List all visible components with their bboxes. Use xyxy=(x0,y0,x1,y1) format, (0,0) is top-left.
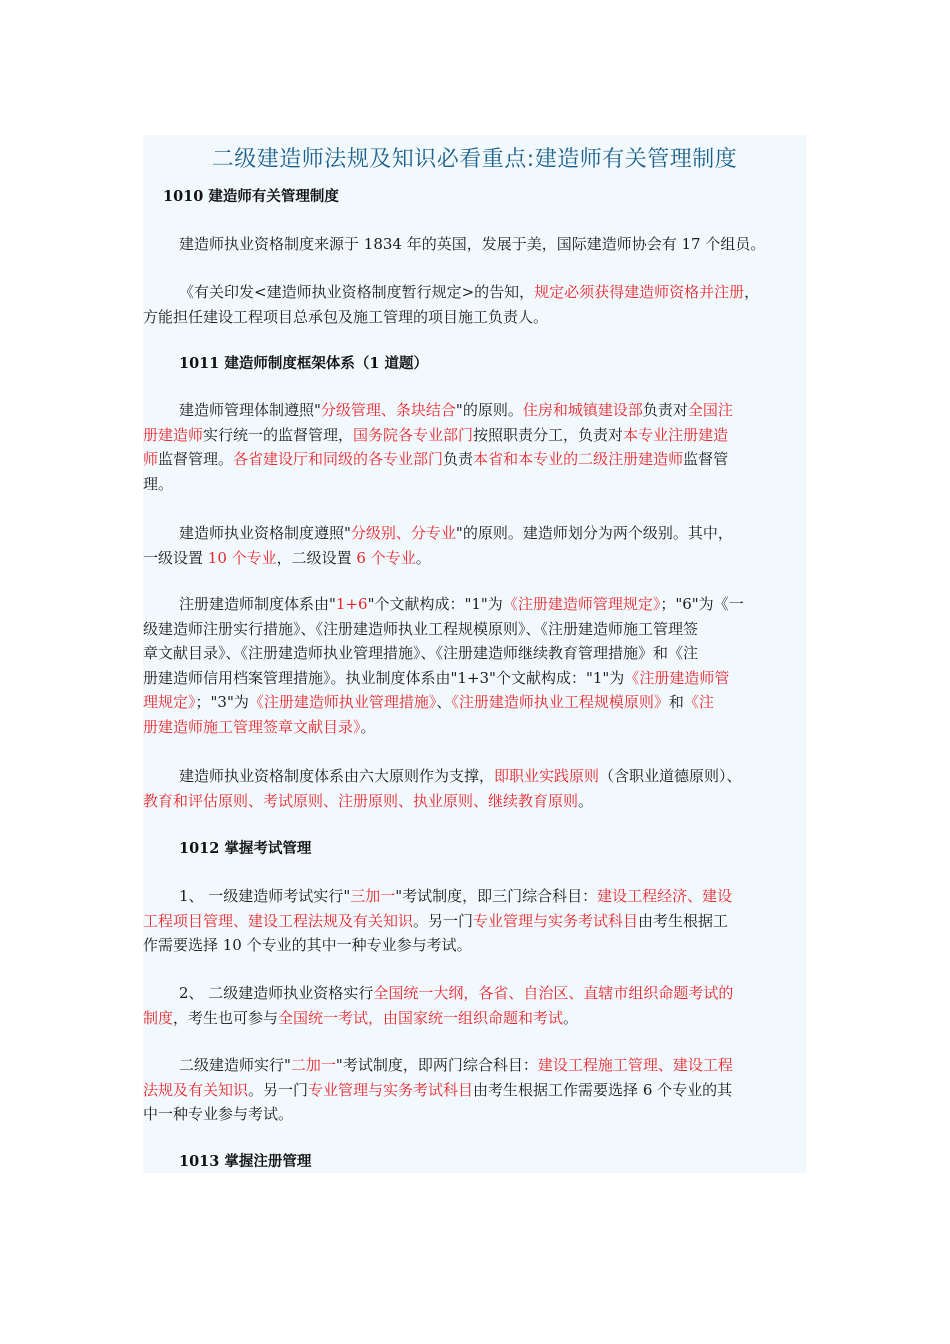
paragraph xyxy=(143,398,806,496)
text-line xyxy=(143,1053,806,1078)
text-line xyxy=(143,764,806,789)
body-text: 实行统一的监督管理， xyxy=(203,425,354,444)
body-text: 和 xyxy=(668,693,684,711)
paragraph xyxy=(143,521,806,570)
text-line xyxy=(143,715,806,740)
body-text: "个文献构成："1"为 xyxy=(367,595,503,613)
body-text: 方能担任建设工程项目总承包及施工管理的项目施工负责人。 xyxy=(143,307,549,326)
highlighted-text: 法规及有关知识 xyxy=(143,1080,249,1099)
paragraph xyxy=(143,232,806,257)
paragraph xyxy=(143,884,806,958)
text-line xyxy=(143,789,806,814)
body-text: 。 xyxy=(415,548,431,567)
paragraph xyxy=(143,1053,806,1127)
text-line xyxy=(143,546,806,571)
highlighted-text: 《注册建造师执业工程规模原则》 xyxy=(451,693,669,711)
body-text: 2、 二级建造师执业资格实行 xyxy=(179,984,374,1002)
highlighted-text: 《注册建造师管 xyxy=(624,668,730,687)
section-heading-1012: 1012 掌握考试管理 xyxy=(179,840,312,857)
body-text: 按照职责分工，负责对 xyxy=(473,425,624,444)
highlighted-text: 专业管理与实务考试科目 xyxy=(473,911,639,930)
body-text: 中一种专业参与考试。 xyxy=(143,1105,294,1123)
body-text: 。 xyxy=(563,1008,579,1027)
text-line xyxy=(143,641,806,666)
body-text: 。另一门 xyxy=(413,911,474,930)
text-line xyxy=(143,1078,806,1103)
highlighted-text: 分级管理、条块结合 xyxy=(320,401,456,419)
highlighted-text: 《注册建造师执业管理措施》 xyxy=(248,693,437,711)
body-text: 。 xyxy=(578,791,594,810)
highlighted-text: 即职业实践原则 xyxy=(494,767,600,785)
body-text: ， xyxy=(744,283,760,301)
text-line xyxy=(143,981,806,1006)
highlighted-text: 各省建设厅和同级的各专业部门 xyxy=(233,450,444,468)
text-line xyxy=(143,472,806,497)
text-line xyxy=(143,884,806,909)
body-text: ；"3"为 xyxy=(195,693,249,711)
highlighted-text: 本专业注册建造 xyxy=(623,425,729,444)
highlighted-text: 全国统一大纲，各省、自治区、直辖市组织命题考试的 xyxy=(373,984,734,1002)
body-text: 由考生根据工 xyxy=(638,911,729,930)
text-line xyxy=(143,521,806,546)
highlighted-text: 10 个专业 xyxy=(207,548,277,567)
body-text: ，二级设置 xyxy=(276,548,357,567)
text-line xyxy=(143,666,806,691)
body-text: "考试制度，即三门综合科目： xyxy=(395,887,598,905)
highlighted-text: 规定必须获得建造师资格并注册 xyxy=(534,283,745,301)
body-text: （含职业道德原则）、 xyxy=(599,767,742,785)
paragraph xyxy=(143,764,806,813)
section-heading-1013: 1013 掌握注册管理 xyxy=(179,1153,312,1170)
text-line xyxy=(143,592,806,617)
body-text: 注册建造师制度体系由" xyxy=(179,595,336,613)
body-text: 章文献目录》、《注册建造师执业管理措施》、《注册建造师继续教育管理措施》和《注 xyxy=(143,644,699,662)
highlighted-text: 三加一 xyxy=(350,887,396,905)
paragraph xyxy=(143,280,806,329)
body-text: "考试制度，即两门综合科目： xyxy=(335,1056,538,1074)
paragraph xyxy=(143,981,806,1030)
page-title: 二级建造师法规及知识必看重点:建造师有关管理制度 xyxy=(211,147,738,172)
highlighted-text: 建设工程经济、建设 xyxy=(597,887,733,905)
body-text: 一级设置 xyxy=(143,548,208,567)
highlighted-text: 师 xyxy=(143,450,159,468)
highlighted-text: 二加一 xyxy=(290,1056,336,1074)
body-text: 、 xyxy=(436,693,452,711)
text-line xyxy=(143,617,806,642)
text-line xyxy=(143,305,806,330)
body-text: 负责对 xyxy=(642,401,688,419)
body-text: 。 xyxy=(360,717,376,736)
highlighted-text: 理规定》 xyxy=(143,693,196,711)
highlighted-text: 住房和城镇建设部 xyxy=(522,401,643,419)
body-text: "的原则。建造师划分为两个级别。其中， xyxy=(455,524,733,542)
text-line xyxy=(143,398,806,423)
body-text: 册建造师信用档案管理措施》。执业制度体系由"1+3"个文献构成："1"为 xyxy=(143,668,625,687)
article-panel xyxy=(143,135,806,1173)
highlighted-text: 专业管理与实务考试科目 xyxy=(308,1080,474,1099)
highlighted-text: 建设工程施工管理、建设工程 xyxy=(537,1056,733,1074)
body-text: 建造师执业资格制度体系由六大原则作为支撑， xyxy=(179,767,495,785)
highlighted-text: 册建造师 xyxy=(143,425,204,444)
highlighted-text: 工程项目管理、建设工程法规及有关知识 xyxy=(143,911,414,930)
body-text: ，考生也可参与 xyxy=(173,1008,279,1027)
body-text: 由考生根据工作需要选择 6 个专业的其 xyxy=(473,1080,733,1099)
text-line xyxy=(143,933,806,958)
highlighted-text: 制度 xyxy=(143,1008,174,1027)
body-text: 建造师执业资格制度遵照" xyxy=(179,524,351,542)
highlighted-text: 《注册建造师管理规定》 xyxy=(502,595,661,613)
body-text: 作需要选择 10 个专业的其中一种专业参与考试。 xyxy=(143,936,472,954)
text-line xyxy=(143,423,806,448)
body-text: 级建造师注册实行措施》、《注册建造师执业工程规模原则》、《注册建造师施工管理签 xyxy=(143,619,699,638)
body-text: 1、 一级建造师考试实行" xyxy=(179,887,351,905)
highlighted-text: 全国统一考试，由国家统一组织命题和考试 xyxy=(278,1008,564,1027)
highlighted-text: 国务院各专业部门 xyxy=(353,425,474,444)
section-heading-1010: 1010 建造师有关管理制度 xyxy=(163,188,339,205)
highlighted-text: 册建造师施工管理签章文献目录》 xyxy=(143,717,361,736)
body-text: 建造师执业资格制度来源于 1834 年的英国，发展于美，国际建造师协会有 17 个组员。 xyxy=(179,235,766,253)
body-text: 理。 xyxy=(143,474,174,493)
text-line xyxy=(143,232,806,257)
text-line xyxy=(143,280,806,305)
highlighted-text: 分级别、分专业 xyxy=(350,524,456,542)
highlighted-text: 6 个专业 xyxy=(356,548,416,567)
highlighted-text: 教育和评估原则、考试原则、注册原则、执业原则、继续教育原则 xyxy=(143,791,579,810)
highlighted-text: 全国注 xyxy=(687,401,733,419)
body-text: 《有关印发<建造师执业资格制度暂行规定>的告知， xyxy=(179,283,535,301)
body-text: 监督管理。 xyxy=(158,450,234,468)
body-text: 建造师管理体制遵照" xyxy=(179,401,321,419)
highlighted-text: 1+6 xyxy=(335,595,368,613)
text-line xyxy=(143,1102,806,1127)
text-line xyxy=(143,1006,806,1031)
text-line xyxy=(143,909,806,934)
body-text: 。另一门 xyxy=(248,1080,309,1099)
section-heading-1011: 1011 建造师制度框架体系（1 道题） xyxy=(179,355,429,372)
body-text: 负责 xyxy=(443,450,474,468)
text-line xyxy=(143,447,806,472)
body-text: "的原则。 xyxy=(455,401,523,419)
highlighted-text: 本省和本专业的二级注册建造师 xyxy=(473,450,684,468)
highlighted-text: 《注 xyxy=(683,693,714,711)
text-line xyxy=(143,690,806,715)
body-text: 监督管 xyxy=(683,450,729,468)
paragraph xyxy=(143,592,806,739)
body-text: ；"6"为《一 xyxy=(660,595,744,613)
body-text: 二级建造师实行" xyxy=(179,1056,291,1074)
